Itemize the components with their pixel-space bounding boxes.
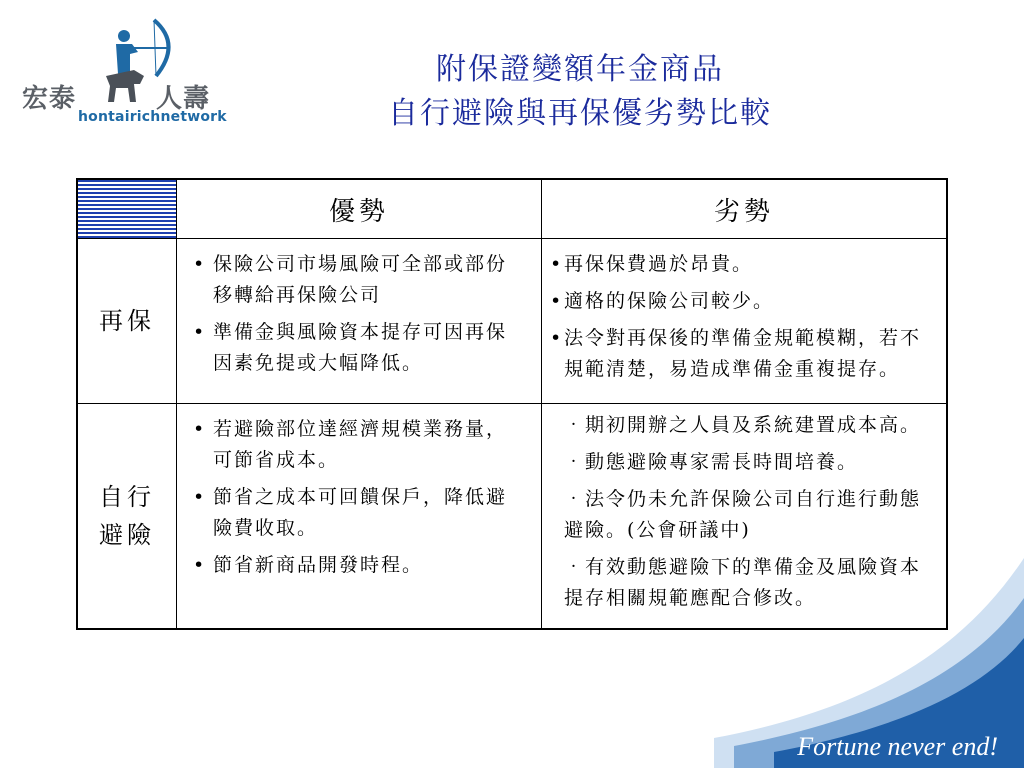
header-disadvantages: 劣勢 xyxy=(542,179,948,239)
title-line-1: 附保證變額年金商品 xyxy=(436,52,724,87)
list-item: • 若避險部位達經濟規模業務量，可節省成本。 xyxy=(193,418,508,471)
list-item: • 適格的保險公司較少。 xyxy=(550,290,775,312)
title-line-2: 自行避險與再保優劣勢比較 xyxy=(388,96,772,131)
reinsurance-disadvantages-list xyxy=(542,239,946,403)
row-label-line-2: 避險 xyxy=(99,521,155,549)
list-item: • 保險公司市場風險可全部或部份移轉給再保險公司 xyxy=(193,253,508,306)
list-item: • 準備金與風險資本提存可因再保因素免提或大幅降低。 xyxy=(193,321,508,374)
list-item: • 再保保費過於昂貴。 xyxy=(550,253,754,275)
logo-chinese-left: 宏泰 xyxy=(22,84,77,114)
logo-chinese-right: 人壽 xyxy=(156,84,211,114)
row-label-self-hedging xyxy=(77,404,177,630)
list-item: • 節省之成本可回饋保戶，降低避險費收取。 xyxy=(193,486,508,539)
table-header-row xyxy=(77,179,947,239)
list-item: ‧有效動態避險下的準備金及風險資本提存相關規範應配合修改。 xyxy=(564,556,922,609)
row-label-line-1: 自行 xyxy=(99,483,155,511)
slide-title xyxy=(280,48,880,136)
self-hedging-advantages-cell xyxy=(177,404,542,630)
company-logo xyxy=(22,14,232,124)
list-item: • 法令對再保後的準備金規範模糊，若不規範清楚，易造成準備金重複提存。 xyxy=(550,327,922,380)
slogan: Fortune never end! xyxy=(797,732,998,761)
row-label-reinsurance: 再保 xyxy=(77,239,177,404)
reinsurance-advantages-list xyxy=(177,239,541,397)
header-advantages: 優勢 xyxy=(177,179,542,239)
list-item: ‧期初開辦之人員及系統建置成本高。 xyxy=(564,414,922,436)
logo-english: hontairichnetwork xyxy=(78,109,227,125)
corner-cell xyxy=(77,179,177,239)
list-item: ‧動態避險專家需長時間培養。 xyxy=(564,451,859,473)
table-row-reinsurance xyxy=(77,239,947,404)
self-hedging-advantages-list xyxy=(177,404,541,599)
list-item: • 節省新商品開發時程。 xyxy=(193,554,424,576)
reinsurance-disadvantages-cell xyxy=(542,239,948,404)
list-item: ‧法令仍未允許保險公司自行進行動態避險。(公會研議中) xyxy=(564,488,922,541)
reinsurance-advantages-cell xyxy=(177,239,542,404)
